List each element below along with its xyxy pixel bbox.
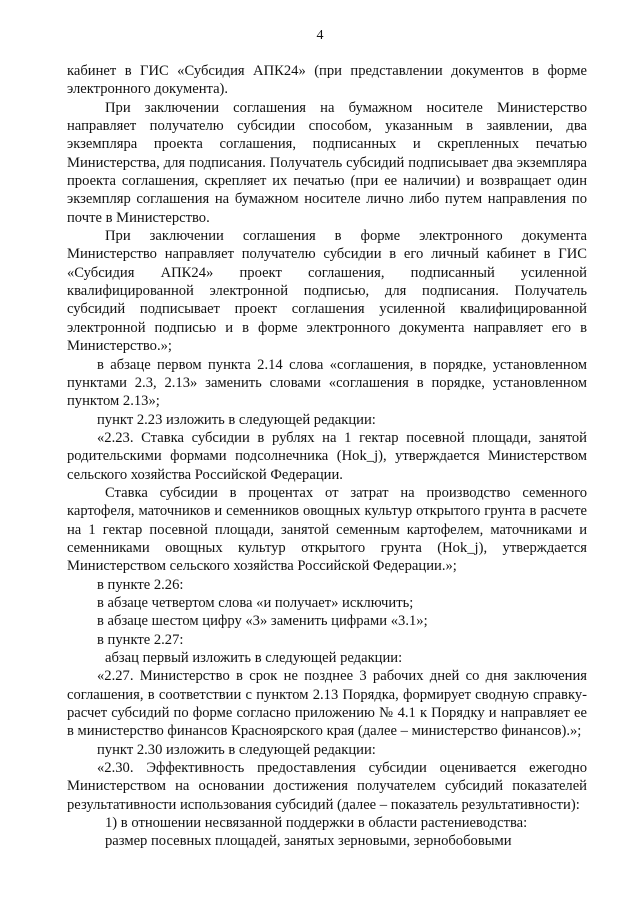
paragraph-sown-area: размер посевных площадей, занятых зерновыми, зернобобовыми bbox=[105, 833, 512, 850]
paragraph-clause-2-14: в абзаце первом пункта 2.14 слова «соглашения, в порядке, установленном пунктами 2.3, 2.13» заменить словами «соглашения в порядке, установленном пунктом 2.13»; bbox=[67, 356, 587, 410]
paragraph-clause-2-27-text: «2.27. Министерство в срок не позднее 3 рабочих дней со дня заключения соглашения, в соответствии с пунктом 2.13 Порядка, формирует сводную справку-расчет субсидий по форме согласно приложению № 4.1 к Порядку и направляет ее в министерство финансов Красноярского края (далее – министерство финансов).»; bbox=[67, 668, 587, 740]
paragraph-clause-2-27: в пункте 2.27: bbox=[97, 631, 184, 648]
paragraph-clause-2-30: пункт 2.30 изложить в следующей редакции: bbox=[97, 741, 376, 758]
paragraph-clause-2-30-text: «2.30. Эффективность предоставления субсидии оценивается ежегодно Министерством на основании достижения получателем субсидий показателей результативности использования субсидий (далее – показатель результативности): bbox=[67, 760, 587, 813]
paragraph-clause-2-26-a6: в абзаце шестом цифру «3» заменить цифрами «3.1»; bbox=[97, 613, 428, 630]
paragraph-clause-2-26: в пункте 2.26: bbox=[97, 576, 184, 593]
paragraph-subsidy-rate: Ставка субсидии в процентах от затрат на производство семенного картофеля, маточников и семенников овощных культур открытого грунта в расчете на 1 гектар посевной площади, занятой семенным картофелем, маточниками и семенниками овощных культур открытого грунта (Hok_j), утверждается Министерством сельского хозяйства Российской Федерации.»; bbox=[67, 484, 587, 575]
page-number: 4 bbox=[316, 28, 324, 43]
paragraph-item-1: 1) в отношении несвязанной поддержки в области растениеводства: bbox=[105, 815, 528, 832]
paragraph-clause-2-23-text: «2.23. Ставка субсидии в рублях на 1 гектар посевной площади, занятой родительскими формами подсолнечника (Hok_j), утверждается Министерством сельского хозяйства Российской Федерации. bbox=[67, 429, 587, 483]
paragraph-clause-2-27-intro: абзац первый изложить в следующей редакции: bbox=[105, 650, 403, 666]
paragraph-paper-agreement: При заключении соглашения на бумажном носителе Министерство направляет получателю субсидии способом, указанным в заявлении, два экземпляра проекта соглашения, подписанных и скрепленных печатью Министерства, для подписания. Получатель субсидий подписывает два экземпляра проекта соглашения, скрепляет их печатью (при ее наличии) и возвращает один экземпляр соглашения на бумажном носителе лично либо путем направления по почте в Министерство. bbox=[67, 99, 587, 226]
paragraph-electronic-agreement: При заключении соглашения в форме электронного документа Министерство направляет получателю субсидии в его личный кабинет в ГИС «Субсидия АПК24» проект соглашения, подписанный усиленной квалифицированной электронной подписью, для подписания. Получатель субсидий подписывает проект соглашения усиленной квалифицированной электронной подписью и в форме электронного документа направляет его в Министерство.»; bbox=[67, 228, 587, 355]
document-body bbox=[67, 62, 587, 851]
paragraph-continuation: кабинет в ГИС «Субсидия АПК24» (при представлении документов в форме электронного документа). bbox=[67, 63, 587, 98]
paragraph-clause-2-26-a4: в абзаце четвертом слова «и получает» исключить; bbox=[97, 594, 414, 611]
paragraph-clause-2-23-intro: пункт 2.23 изложить в следующей редакции: bbox=[97, 411, 376, 428]
